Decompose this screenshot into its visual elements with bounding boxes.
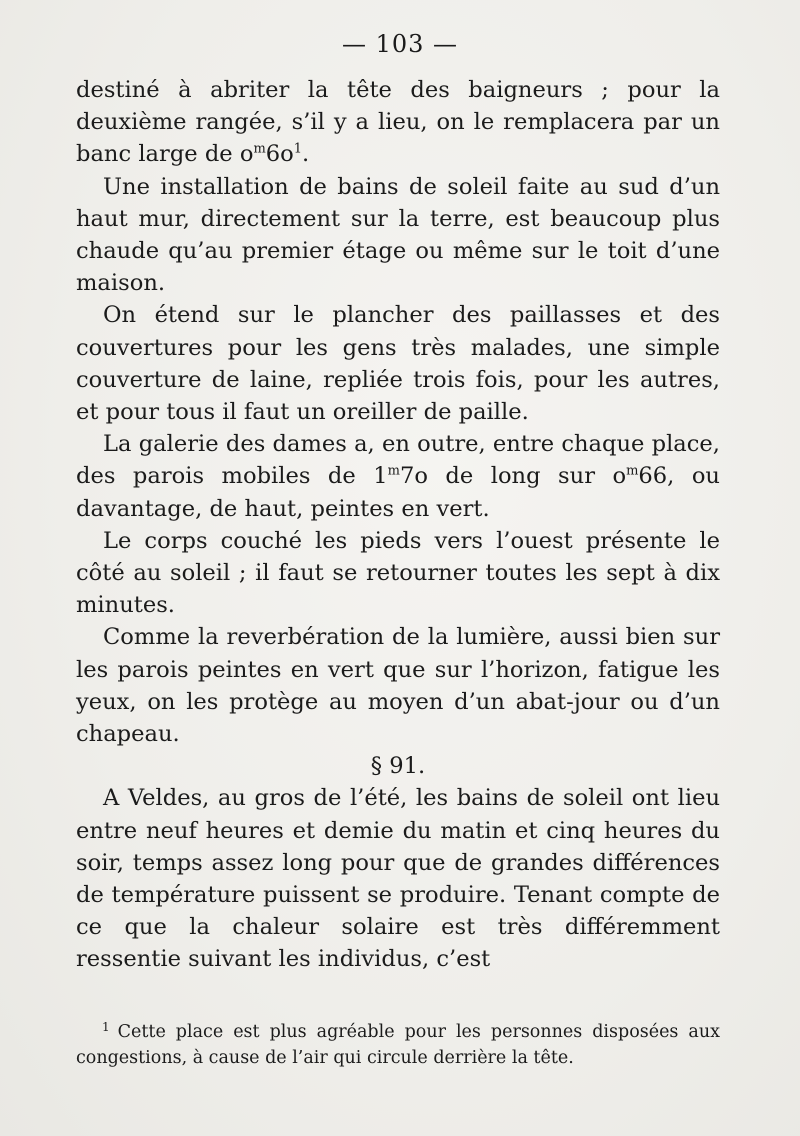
paragraph-text: .	[302, 141, 310, 168]
paragraph-text: 6o	[265, 141, 294, 168]
section-heading: § 91.	[370, 753, 426, 780]
paragraph-1	[76, 74, 720, 171]
paragraph-7: A Veldes, au gros de l’été, les bains de soleil ont lieu entre neuf heures et demie du matin et cinq heures du soir, temps assez long pour que de grandes différences de température puissent se produire. Tenant compte de ce que la chaleur solaire est très différemment ressentie suivant les individus, c’est	[76, 785, 720, 973]
unit-superscript: m	[253, 141, 266, 157]
unit-superscript: m	[626, 463, 639, 479]
paragraph-text: destiné à abriter la tête des baigneurs ; pour la deuxième rangée, s’il y a lieu, on le remplacera par un banc large de o	[76, 77, 720, 168]
unit-superscript: m	[387, 463, 400, 479]
paragraph-text: La galerie des dames a, en outre, entre chaque place, des parois mobiles de 1	[76, 431, 720, 490]
paragraph-3: On étend sur le plancher des paillasses et des couvertures pour les gens très malades, une simple couverture de laine, repliée trois fois, pour les autres, et pour tous il faut un oreiller de paille.	[76, 302, 720, 426]
page-number: — 103 —	[341, 30, 459, 58]
footnote	[76, 1014, 720, 1071]
paragraph-6: Comme la reverbération de la lumière, aussi bien sur les parois peintes en vert que sur l’horizon, fatigue les yeux, on les protège au moyen d’un abat-jour ou d’un chapeau.	[76, 624, 720, 748]
footnote-reference[interactable]: 1	[293, 141, 303, 157]
paragraph-4	[76, 428, 720, 525]
body-text	[76, 74, 720, 976]
paragraph-5: Le corps couché les pieds vers l’ouest présente le côté au soleil ; il faut se retourner toutes les sept à dix minutes.	[76, 527, 720, 619]
footnote-text: Cette place est plus agréable pour les personnes disposées aux congestions, à cause de l’air qui circule derrière la tête.	[76, 1022, 720, 1068]
paragraph-text: 66, ou davantage, de haut, peintes en vert.	[76, 463, 720, 522]
paragraph-2: Une installation de bains de soleil faite au sud d’un haut mur, directement sur la terre, est beaucoup plus chaude qu’au premier étage ou même sur le toit d’une maison.	[76, 173, 720, 297]
footnote-mark: 1	[102, 1020, 110, 1034]
paragraph-text: 7o de long sur o	[399, 463, 627, 490]
